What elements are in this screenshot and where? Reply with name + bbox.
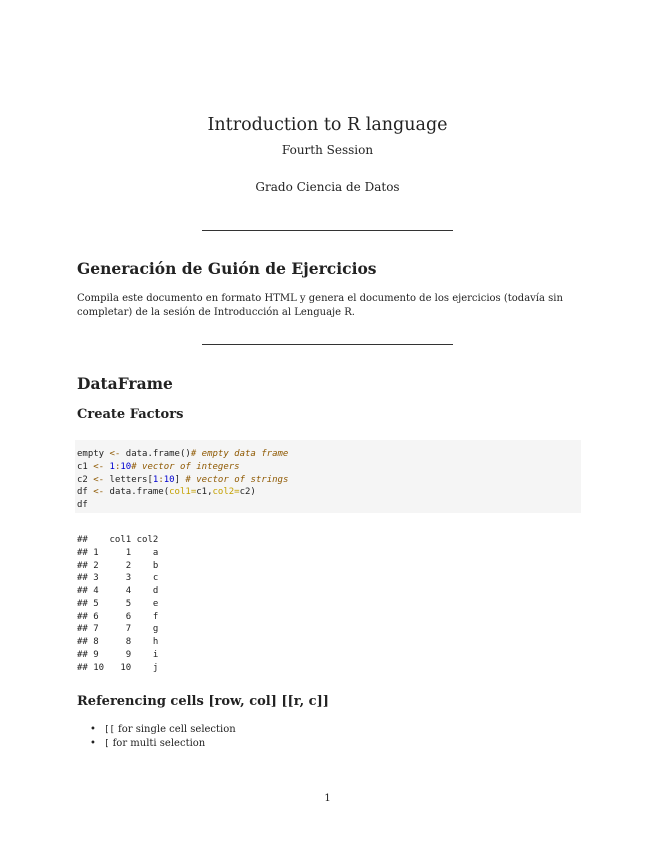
subsection-heading-referencing-cells: Referencing cells [row, col] [[r, c]]: [77, 694, 329, 709]
output-line: ## 10 10 j: [77, 662, 159, 673]
horizontal-rule: [202, 230, 453, 231]
section-heading-dataframe: DataFrame: [77, 374, 173, 393]
subsection-heading-create-factors: Create Factors: [77, 407, 184, 422]
list-item: • [ for multi selection: [90, 737, 236, 751]
horizontal-rule: [202, 344, 453, 345]
output-line: ## 3 3 c: [77, 573, 159, 584]
code-line: c1 <- 1:10# vector of integers: [77, 461, 240, 472]
output-line: ## 2 2 b: [77, 560, 159, 571]
doc-author: Grado Ciencia de Datos: [255, 180, 400, 194]
doc-title: Introduction to R language: [207, 115, 448, 135]
output-line: ## 1 1 a: [77, 547, 159, 558]
code-line: df: [77, 500, 88, 511]
code-line: df <- data.frame(col1=c1,col2=c2): [77, 487, 256, 498]
code-line: empty <- data.frame()# empty data frame: [77, 449, 289, 459]
list-item: • [[ for single cell selection: [90, 723, 236, 737]
code-block-text: [77, 448, 288, 512]
output-line: ## 7 7 g: [77, 624, 159, 635]
code-line: c2 <- letters[1:10] # vector of strings: [77, 474, 289, 485]
output-line: ## 6 6 f: [77, 611, 159, 622]
doc-subtitle: Fourth Session: [281, 143, 374, 157]
section-heading-generacion: Generación de Guión de Ejercicios: [77, 259, 377, 278]
output-line: ## 8 8 h: [77, 637, 159, 647]
bullet-list: [90, 723, 236, 751]
output-line: ## col1 col2: [77, 535, 159, 545]
output-line: ## 5 5 e: [77, 598, 159, 609]
output-line: ## 4 4 d: [77, 586, 159, 596]
code-output: [77, 534, 158, 674]
page-number: 1: [324, 793, 331, 804]
output-line: ## 9 9 i: [77, 649, 159, 660]
section-paragraph: Compila este documento en formato HTML y genera el documento de los ejercicios (todavía sin completar) de la sesión de Introducción al Lenguaje R.: [77, 293, 563, 318]
